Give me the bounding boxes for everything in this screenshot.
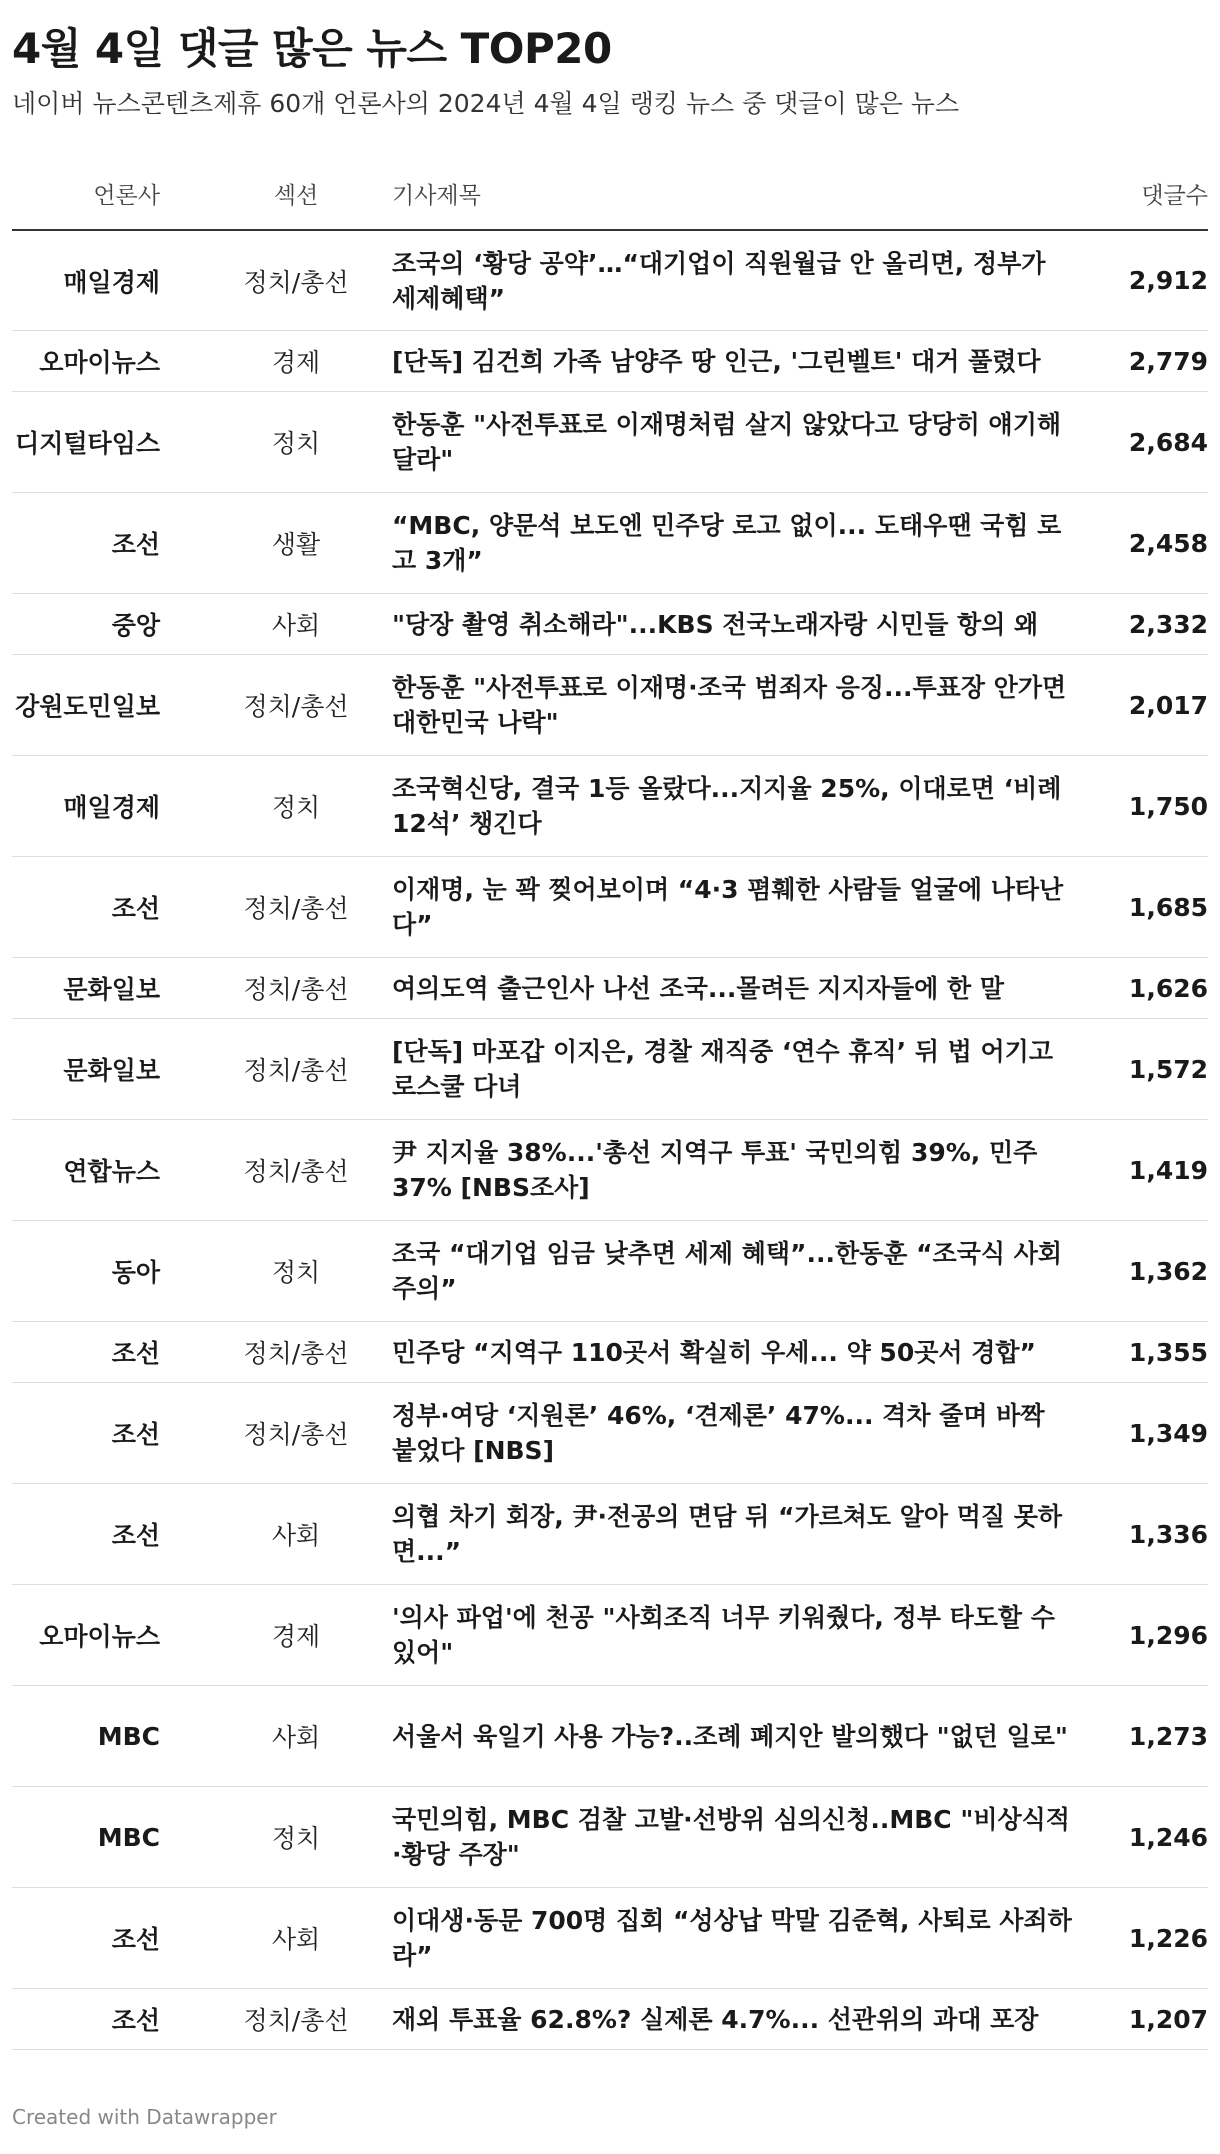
cell-comments: 2,912 xyxy=(1096,230,1208,331)
cell-section-label: 정치 xyxy=(271,1824,321,1854)
table-row[interactable] xyxy=(12,1019,1208,1120)
cell-section-label: 정치/총선 xyxy=(243,1420,349,1450)
cell-press: 조선 xyxy=(12,1322,160,1383)
table-row[interactable] xyxy=(12,594,1208,655)
table-row[interactable] xyxy=(12,1120,1208,1221)
cell-section xyxy=(160,958,392,1019)
table-row[interactable] xyxy=(12,857,1208,958)
cell-section xyxy=(160,1484,392,1585)
cell-title: 한동훈 "사전투표로 이재명처럼 살지 않았다고 당당히 얘기해달라" xyxy=(392,392,1096,493)
cell-section xyxy=(160,1322,392,1383)
cell-comments: 2,684 xyxy=(1096,392,1208,493)
cell-press: MBC xyxy=(12,1686,160,1787)
cell-section xyxy=(160,756,392,857)
table-row[interactable] xyxy=(12,1383,1208,1484)
cell-press: 오마이뉴스 xyxy=(12,331,160,392)
cell-press: 조선 xyxy=(12,1383,160,1484)
table-row[interactable] xyxy=(12,1484,1208,1585)
cell-section xyxy=(160,230,392,331)
cell-title: "당장 촬영 취소해라"...KBS 전국노래자랑 시민들 항의 왜 xyxy=(392,594,1096,655)
cell-press: 문화일보 xyxy=(12,1019,160,1120)
cell-comments: 1,355 xyxy=(1096,1322,1208,1383)
table-row[interactable] xyxy=(12,493,1208,594)
cell-comments: 1,750 xyxy=(1096,756,1208,857)
cell-title: '의사 파업'에 천공 "사회조직 너무 키워줬다, 정부 타도할 수 있어" xyxy=(392,1585,1096,1686)
cell-section-label: 경제 xyxy=(271,1622,321,1652)
cell-comments: 1,226 xyxy=(1096,1888,1208,1989)
cell-comments: 1,336 xyxy=(1096,1484,1208,1585)
cell-title: 조국의 ‘황당 공약’…“대기업이 직원월급 안 올리면, 정부가 세제혜택” xyxy=(392,230,1096,331)
cell-title: 尹 지지율 38%...'총선 지역구 투표' 국민의힘 39%, 민주 37% [NBS조사] xyxy=(392,1120,1096,1221)
cell-title: 서울서 육일기 사용 가능?..조례 폐지안 발의했다 "없던 일로" xyxy=(392,1686,1096,1787)
table-row[interactable] xyxy=(12,1585,1208,1686)
cell-comments: 1,246 xyxy=(1096,1787,1208,1888)
column-header-press[interactable]: 언론사 xyxy=(12,159,160,230)
cell-title: [단독] 마포갑 이지은, 경찰 재직중 ‘연수 휴직’ 뒤 법 어기고 로스쿨 다녀 xyxy=(392,1019,1096,1120)
cell-section-label: 정치/총선 xyxy=(243,894,349,924)
cell-section-label: 사회 xyxy=(271,1925,321,1955)
cell-section xyxy=(160,1120,392,1221)
cell-section-label: 정치/총선 xyxy=(243,1056,349,1086)
footer-credit: Created with Datawrapper xyxy=(12,2105,277,2129)
cell-section-label: 정치/총선 xyxy=(243,692,349,722)
cell-section-label: 정치/총선 xyxy=(243,1339,349,1369)
cell-section xyxy=(160,857,392,958)
cell-press: 조선 xyxy=(12,1484,160,1585)
cell-title: [단독] 김건희 가족 남양주 땅 인근, '그린벨트' 대거 풀렸다 xyxy=(392,331,1096,392)
cell-comments: 1,626 xyxy=(1096,958,1208,1019)
cell-comments: 1,572 xyxy=(1096,1019,1208,1120)
table-row[interactable] xyxy=(12,230,1208,331)
cell-section-label: 경제 xyxy=(271,348,321,378)
cell-press: 조선 xyxy=(12,1888,160,1989)
cell-press: 연합뉴스 xyxy=(12,1120,160,1221)
cell-section-label: 정치 xyxy=(271,1258,321,1288)
cell-section xyxy=(160,392,392,493)
cell-press: 오마이뉴스 xyxy=(12,1585,160,1686)
cell-comments: 2,779 xyxy=(1096,331,1208,392)
cell-press: 매일경제 xyxy=(12,756,160,857)
cell-title: 민주당 “지역구 110곳서 확실히 우세... 약 50곳서 경합” xyxy=(392,1322,1096,1383)
cell-press: 강원도민일보 xyxy=(12,655,160,756)
cell-comments: 1,419 xyxy=(1096,1120,1208,1221)
cell-title: 한동훈 "사전투표로 이재명·조국 범죄자 응징...투표장 안가면 대한민국 나락" xyxy=(392,655,1096,756)
table-row[interactable] xyxy=(12,655,1208,756)
cell-press: 조선 xyxy=(12,1989,160,2050)
cell-section xyxy=(160,1383,392,1484)
table-header-row xyxy=(12,159,1208,230)
cell-section-label: 정치/총선 xyxy=(243,2006,349,2036)
table-row[interactable] xyxy=(12,756,1208,857)
cell-section xyxy=(160,1989,392,2050)
cell-press: 조선 xyxy=(12,857,160,958)
cell-press: 매일경제 xyxy=(12,230,160,331)
cell-section-label: 정치 xyxy=(271,429,321,459)
cell-press: 문화일보 xyxy=(12,958,160,1019)
cell-section xyxy=(160,1686,392,1787)
table-row[interactable] xyxy=(12,392,1208,493)
table-body xyxy=(12,230,1208,2050)
column-header-section-label: 섹션 xyxy=(273,183,319,210)
cell-section xyxy=(160,493,392,594)
table-row[interactable] xyxy=(12,1686,1208,1787)
cell-title: 조국 “대기업 임금 낮추면 세제 혜택”...한동훈 “조국식 사회주의” xyxy=(392,1221,1096,1322)
column-header-title[interactable]: 기사제목 xyxy=(392,159,1096,230)
cell-title: 이대생·동문 700명 집회 “성상납 막말 김준혁, 사퇴로 사죄하라” xyxy=(392,1888,1096,1989)
table-row[interactable] xyxy=(12,1989,1208,2050)
cell-section-label: 사회 xyxy=(271,1723,321,1753)
cell-title: 재외 투표율 62.8%? 실제론 4.7%... 선관위의 과대 포장 xyxy=(392,1989,1096,2050)
cell-title: 의협 차기 회장, 尹·전공의 면담 뒤 “가르쳐도 알아 먹질 못하면...” xyxy=(392,1484,1096,1585)
cell-section xyxy=(160,655,392,756)
cell-section-label: 정치/총선 xyxy=(243,267,349,297)
cell-comments: 1,349 xyxy=(1096,1383,1208,1484)
cell-comments: 1,362 xyxy=(1096,1221,1208,1322)
table-row[interactable] xyxy=(12,1322,1208,1383)
cell-press: 중앙 xyxy=(12,594,160,655)
cell-section-label: 정치/총선 xyxy=(243,975,349,1005)
cell-section xyxy=(160,1019,392,1120)
cell-press: 조선 xyxy=(12,493,160,594)
cell-comments: 1,273 xyxy=(1096,1686,1208,1787)
cell-title: 이재명, 눈 꽉 찢어보이며 “4·3 폄훼한 사람들 얼굴에 나타난다” xyxy=(392,857,1096,958)
cell-section-label: 생활 xyxy=(271,530,321,560)
table-row[interactable] xyxy=(12,958,1208,1019)
column-header-section[interactable] xyxy=(160,159,392,230)
cell-press: MBC xyxy=(12,1787,160,1888)
cell-section xyxy=(160,1585,392,1686)
cell-title: “MBC, 양문석 보도엔 민주당 로고 없이... 도태우땐 국힘 로고 3개” xyxy=(392,493,1096,594)
cell-press: 동아 xyxy=(12,1221,160,1322)
cell-section-label: 정치/총선 xyxy=(243,1157,349,1187)
cell-section-label: 정치 xyxy=(271,793,321,823)
cell-comments: 2,332 xyxy=(1096,594,1208,655)
cell-comments: 1,685 xyxy=(1096,857,1208,958)
table-row[interactable] xyxy=(12,331,1208,392)
cell-comments: 1,207 xyxy=(1096,1989,1208,2050)
cell-press: 디지털타임스 xyxy=(12,392,160,493)
column-header-comments[interactable]: 댓글수 xyxy=(1096,159,1208,230)
cell-section xyxy=(160,1221,392,1322)
cell-title: 조국혁신당, 결국 1등 올랐다...지지율 25%, 이대로면 ‘비례 12석’ 챙긴다 xyxy=(392,756,1096,857)
page-title: 4월 4일 댓글 많은 뉴스 TOP20 xyxy=(12,24,612,73)
news-table xyxy=(12,159,1208,2051)
table-row[interactable] xyxy=(12,1221,1208,1322)
table-row[interactable] xyxy=(12,1787,1208,1888)
cell-title: 국민의힘, MBC 검찰 고발·선방위 심의신청..MBC "비상식적·황당 주장" xyxy=(392,1787,1096,1888)
table-row[interactable] xyxy=(12,1888,1208,1989)
cell-section-label: 사회 xyxy=(271,1521,321,1551)
page-subtitle: 네이버 뉴스콘텐츠제휴 60개 언론사의 2024년 4월 4일 랭킹 뉴스 중 댓글이 많은 뉴스 xyxy=(12,89,960,119)
cell-comments: 2,017 xyxy=(1096,655,1208,756)
cell-section xyxy=(160,594,392,655)
cell-title: 여의도역 출근인사 나선 조국...몰려든 지지자들에 한 말 xyxy=(392,958,1096,1019)
cell-title: 정부·여당 ‘지원론’ 46%, ‘견제론’ 47%... 격차 줄며 바짝 붙었다 [NBS] xyxy=(392,1383,1096,1484)
cell-section xyxy=(160,1888,392,1989)
cell-section xyxy=(160,1787,392,1888)
cell-comments: 1,296 xyxy=(1096,1585,1208,1686)
cell-section xyxy=(160,331,392,392)
cell-section-label: 사회 xyxy=(271,611,321,641)
cell-comments: 2,458 xyxy=(1096,493,1208,594)
